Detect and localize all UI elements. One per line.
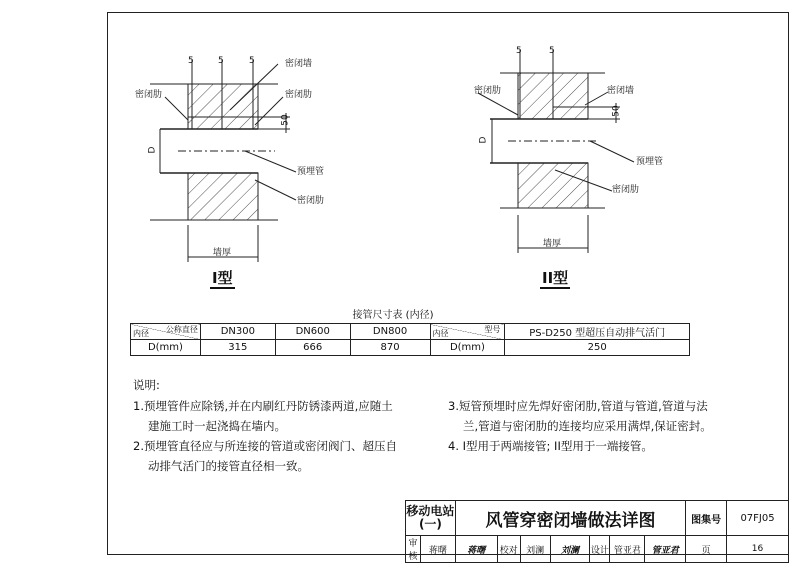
reviewer: 蒋曙 [420, 536, 455, 563]
gap-dim: 50 [280, 114, 291, 126]
table-header-row [131, 324, 690, 340]
diameter-dim: D [147, 146, 158, 154]
size-table [130, 323, 690, 356]
note-line: 动排气活门的接管直径相一致。 [148, 459, 309, 473]
header-cell: DN800 [350, 324, 430, 340]
label-pipe: 预埋管 [636, 157, 664, 167]
page-number: 16 [727, 536, 789, 563]
note-line: 2.预埋管直径应与所连接的管道或密闭阀门、超压自 [133, 439, 397, 453]
reviewer-signature: 蒋曙 [455, 536, 497, 563]
value-cell: 250 [505, 340, 690, 356]
rib-dim-1: 5 [188, 56, 194, 66]
project-name: 移动电站 (一) [406, 501, 456, 536]
design-label: 设计 [590, 536, 610, 563]
header-cell: DN600 [275, 324, 350, 340]
corner-cell: 型号 内径 [430, 324, 505, 340]
notes-heading: 说明: [133, 378, 160, 392]
designer: 管亚君 [610, 536, 645, 563]
note-line: 3.短管预埋时应先焊好密闭肋,管道与管道,管道与法 [448, 399, 708, 413]
drawing-type-1 [150, 60, 296, 262]
drawing-title: 风管穿密闭墙做法详图 [455, 501, 685, 536]
label-rib-bottom: 密闭肋 [297, 196, 325, 206]
type-2-label: II型 [542, 269, 569, 287]
row-label: D(mm) [131, 340, 201, 356]
diameter-dim: D [478, 136, 489, 144]
value-cell: 315 [200, 340, 275, 356]
checker: 刘澜 [520, 536, 550, 563]
value-cell: 666 [275, 340, 350, 356]
note-line: 兰,管道与密闭肋的连接均应采用满焊,保证密封。 [463, 419, 712, 433]
rib-dim-3: 5 [249, 56, 255, 66]
atlas-label: 图集号 [686, 501, 727, 536]
note-line: 建施工时一起浇捣在墙内。 [148, 419, 286, 433]
rib-dim-1: 5 [516, 46, 522, 56]
designer-signature: 管亚君 [645, 536, 686, 563]
page-label: 页 [686, 536, 727, 563]
label-rib-right: 密闭肋 [285, 90, 313, 100]
label-rib-bottom: 密闭肋 [612, 185, 640, 195]
row-label: D(mm) [430, 340, 505, 356]
rib-dim-2: 5 [549, 46, 555, 56]
label-thickness: 墙厚 [213, 248, 232, 258]
label-wall: 密闭墙 [607, 86, 635, 96]
note-line: 4. I型用于两端接管; II型用于一端接管。 [448, 439, 653, 453]
header-cell: PS-D250 型超压自动排气活门 [505, 324, 690, 340]
title-block [405, 500, 789, 563]
label-wall: 密闭墙 [285, 59, 313, 69]
size-table-title: 接管尺寸表 (内径) [352, 310, 434, 321]
label-pipe: 预埋管 [297, 167, 325, 177]
atlas-number: 07FJ05 [727, 501, 789, 536]
table-row [131, 340, 690, 356]
label-rib-left: 密闭肋 [474, 86, 502, 96]
label-rib-left: 密闭肋 [135, 90, 163, 100]
type-1-label: I型 [212, 269, 233, 287]
drawing-type-2 [478, 50, 634, 253]
label-thickness: 墙厚 [543, 239, 562, 249]
check-label: 校对 [497, 536, 520, 563]
corner-cell: 公称直径 内径 [131, 324, 201, 340]
checker-signature: 刘澜 [550, 536, 590, 563]
value-cell: 870 [350, 340, 430, 356]
review-label: 审核 [406, 536, 421, 563]
header-cell: DN300 [200, 324, 275, 340]
gap-dim: 50 [611, 105, 622, 117]
note-line: 1.预埋管件应除锈,并在内刷红丹防锈漆两道,应随土 [133, 399, 393, 413]
rib-dim-2: 5 [218, 56, 224, 66]
